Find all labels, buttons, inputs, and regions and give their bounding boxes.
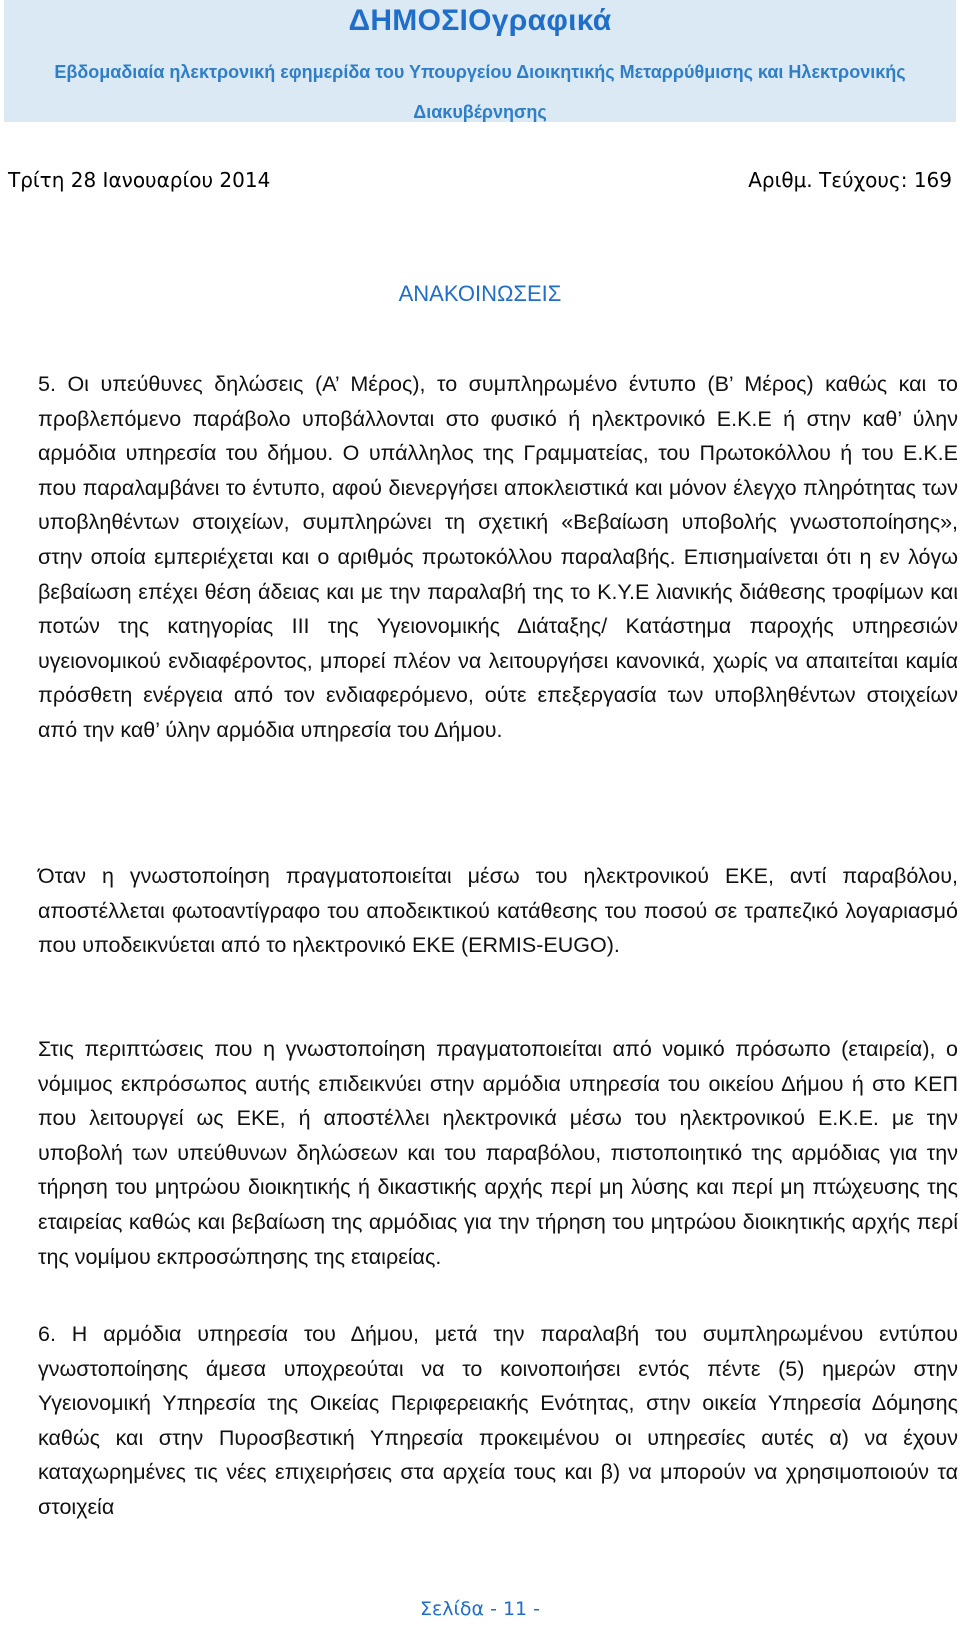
- issue-number: Αριθμ. Τεύχους: 169: [748, 168, 952, 192]
- issue-date: Τρίτη 28 Ιανουαρίου 2014: [8, 168, 271, 192]
- masthead: [4, 0, 956, 122]
- newspaper-subtitle: Εβδομαδιαία ηλεκτρονική εφημερίδα του Υπουργείου Διοικητικής Μεταρρύθμισης και Ηλεκτρονικής Διακυβέρνησης: [54, 62, 906, 122]
- article-paragraph-2: [38, 859, 958, 963]
- paragraph-text: Στις περιπτώσεις που η γνωστοποίηση πραγματοποιείται από νομικό πρόσωπο (εταιρεία), ο νόμιμος εκπρόσωπος αυτής επιδεικνύει στην αρμόδια υπηρεσία του οικείου Δήμου ή στο ΚΕΠ που λειτουργεί ως ΕΚΕ, ή αποστέλλει ηλεκτρονικά μέσω του ηλεκτρονικού Ε.Κ.Ε. με την υποβολή των υπεύθυνων δηλώσεων και του παραβόλου, πιστοποιητικό της αρμόδιας για την τήρηση του μητρώου διοικητικής ή δικαστικής αρχής περί μη λύσης και περί μη πτώχευσης της εταιρείας καθώς και βεβαίωση της αρμόδιας για την τήρηση του μητρώου διοικητικής αρχής περί της νομίμου εκπροσώπησης της εταιρείας.: [38, 1037, 958, 1269]
- section-heading: ΑΝΑΚΟΙΝΩΣΕΙΣ: [398, 281, 562, 306]
- issue-info-row: [8, 164, 952, 196]
- article-paragraph-1: [38, 367, 958, 748]
- paragraph-text: 6. Η αρμόδια υπηρεσία του Δήμου, μετά την παραλαβή του συμπληρωμένου εντύπου γνωστοποίησης άμεσα υποχρεούται να το κοινοποιήσει εντός πέντε (5) ημερών στην Υγειονομική Υπηρεσία της Οικείας Περιφερειακής Ενότητας, στην οικεία Υπηρεσία Δόμησης καθώς και στην Πυροσβεστική Υπηρεσία προκειμένου οι υπηρεσίες αυτές α) να έχουν καταχωρημένες τις νέες επιχειρήσεις στα αρχεία τους και β) να μπορούν να χρησιμοποιούν τα στοιχεία: [38, 1322, 958, 1519]
- article-paragraph-4: [38, 1317, 958, 1525]
- article-paragraph-3: [38, 1032, 958, 1274]
- newspaper-title: ΔΗΜΟΣΙΟγραφικά: [348, 4, 612, 37]
- paragraph-text: 5. Οι υπεύθυνες δηλώσεις (Α’ Μέρος), το συμπληρωμένο έντυπο (Β’ Μέρος) καθώς και το προβλεπόμενο παράβολο υποβάλλονται στο φυσικό ή ηλεκτρονικό Ε.Κ.Ε ή στην καθ’ ύλην αρμόδια υπηρεσία του δήμου. Ο υπάλληλος της Γραμματείας, του Πρωτοκόλλου ή του Ε.Κ.Ε που παραλαμβάνει το έντυπο, αφού διενεργήσει αποκλειστικά και μόνον έλεγχο πληρότητας των υποβληθέντων στοιχείων, συμπληρώνει τη σχετική «Βεβαίωση υποβολής γνωστοποίησης», στην οποία εμπεριέχεται και ο αριθμός πρωτοκόλλου παραλαβής. Επισημαίνεται ότι η εν λόγω βεβαίωση επέχει θέση άδειας και με την παραλαβή της το Κ.Υ.Ε λιανικής διάθεσης τροφίμων και ποτών της κατηγορίας ΙΙΙ της Υγειονομικής Διάταξης/ Κατάστημα παροχής υπηρεσιών υγειονομικού ενδιαφέροντος, μπορεί πλέον να λειτουργήσει κανονικά, χωρίς να απαιτείται καμία πρόσθετη ενέργεια από τον ενδιαφερόμενο, ούτε επεξεργασία των υποβληθέντων στοιχείων από την καθ’ ύλην αρμόδια υπηρεσία του Δήμου.: [38, 372, 958, 742]
- page-number: Σελίδα - 11 -: [419, 1598, 541, 1620]
- paragraph-text: Όταν η γνωστοποίηση πραγματοποιείται μέσω του ηλεκτρονικού ΕΚΕ, αντί παραβόλου, αποστέλλεται φωτοαντίγραφο του αποδεικτικού κατάθεσης του ποσού σε τραπεζικό λογαριασμό που υποδεικνύεται από το ηλεκτρονικό ΕΚΕ (ERMIS-EUGO).: [38, 864, 958, 958]
